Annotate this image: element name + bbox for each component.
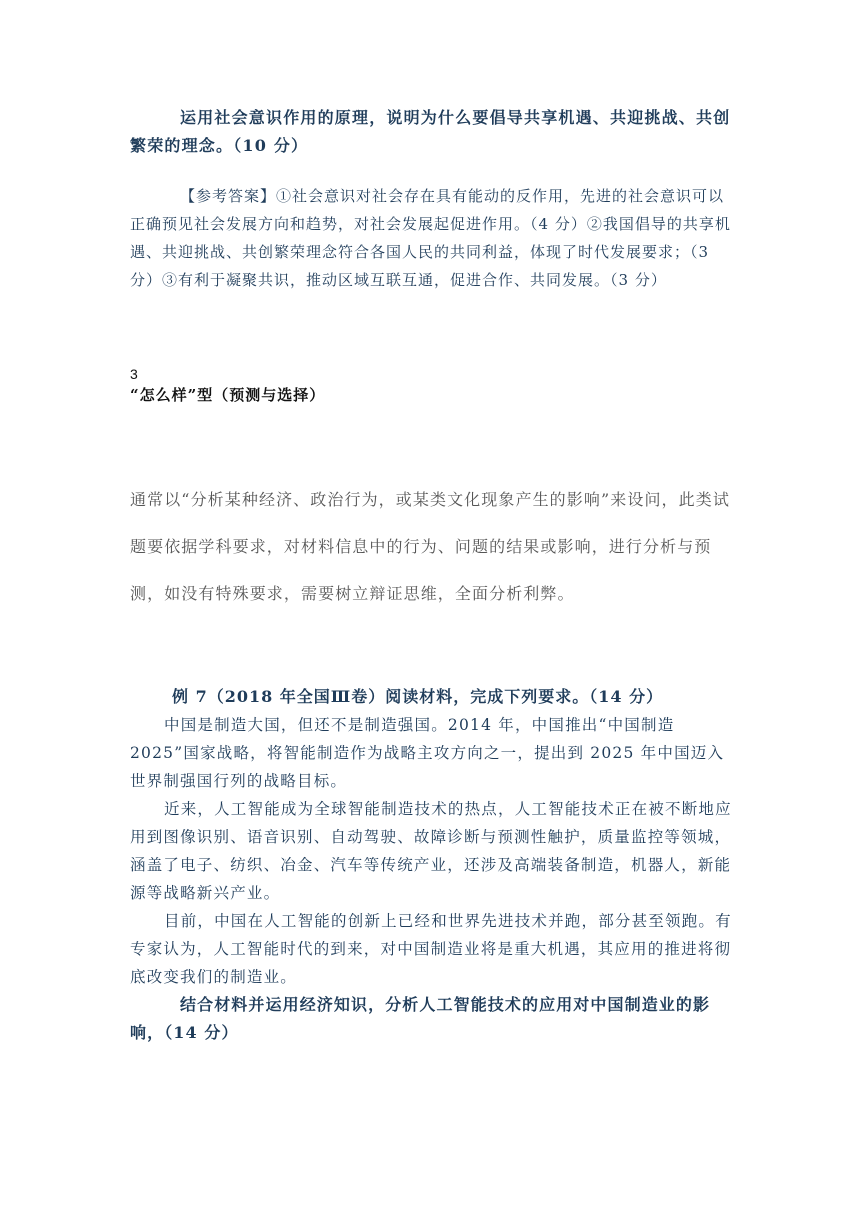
section-description: 通常以“分析某种经济、政治行为，或某类文化现象产生的影响”来设问，此类试题要依据学科要求，对材料信息中的行为、问题的结果或影响，进行分析与预测，如没有特殊要求，需要树立辩证思维，全面分析利弊。 (130, 490, 730, 603)
section-header (130, 366, 738, 405)
question-text: 运用社会意识作用的原理，说明为什么要倡导共享机遇、共迎挑战、共创繁荣的理念。（10 分） (130, 108, 731, 155)
section-title: “怎么样”型（预测与选择） (130, 386, 326, 404)
question-block (130, 104, 738, 160)
material-paragraph-2: 近来，人工智能成为全球智能制造技术的热点，人工智能技术正在被不断地应用到图像识别、语音识别、自动驾驶、故障诊断与预测性触护，质量监控等领城，涵盖了电子、纺织、冶金、汽车等传统产业，还涉及高端装备制造，机器人，新能源等战略新兴产业。 (130, 800, 732, 902)
example-title: 例 7（2018 年全国Ⅲ卷）阅读材料，完成下列要求。（14 分） (172, 687, 664, 706)
material-paragraph-3: 目前，中国在人工智能的创新上已经和世界先进技术并跑，部分甚至领跑。有专家认为，人工智能时代的到来，对中国制造业将是重大机遇，其应用的推进将彻底改变我们的制造业。 (130, 912, 732, 986)
answer-block (130, 182, 738, 294)
example-material (130, 711, 738, 991)
example-question: 结合材料并运用经济知识，分析人工智能技术的应用对中国制造业的影响，（14 分） (130, 995, 711, 1042)
section-description-block (130, 476, 738, 617)
example-block (130, 683, 738, 1047)
material-paragraph-1: 中国是制造大国，但还不是制造强国。2014 年，中国推出“中国制造 2025”国家战略，将智能制造作为战略主攻方向之一，提出到 2025 年中国迈入世界制强国行列的战略目标。 (130, 716, 725, 790)
section-number: 3 (130, 366, 138, 382)
reference-answer: 【参考答案】①社会意识对社会存在具有能动的反作用，先进的社会意识可以正确预见社会发展方向和趋势，对社会发展起促进作用。（4 分）②我国倡导的共享机遇、共迎挑战、共创繁荣理念符合各国人民的共同利益，体现了时代发展要求；（3 分）③有利于凝聚共识，推动区域互联互通，促进合作、共同发展。（3 分） (130, 187, 731, 289)
